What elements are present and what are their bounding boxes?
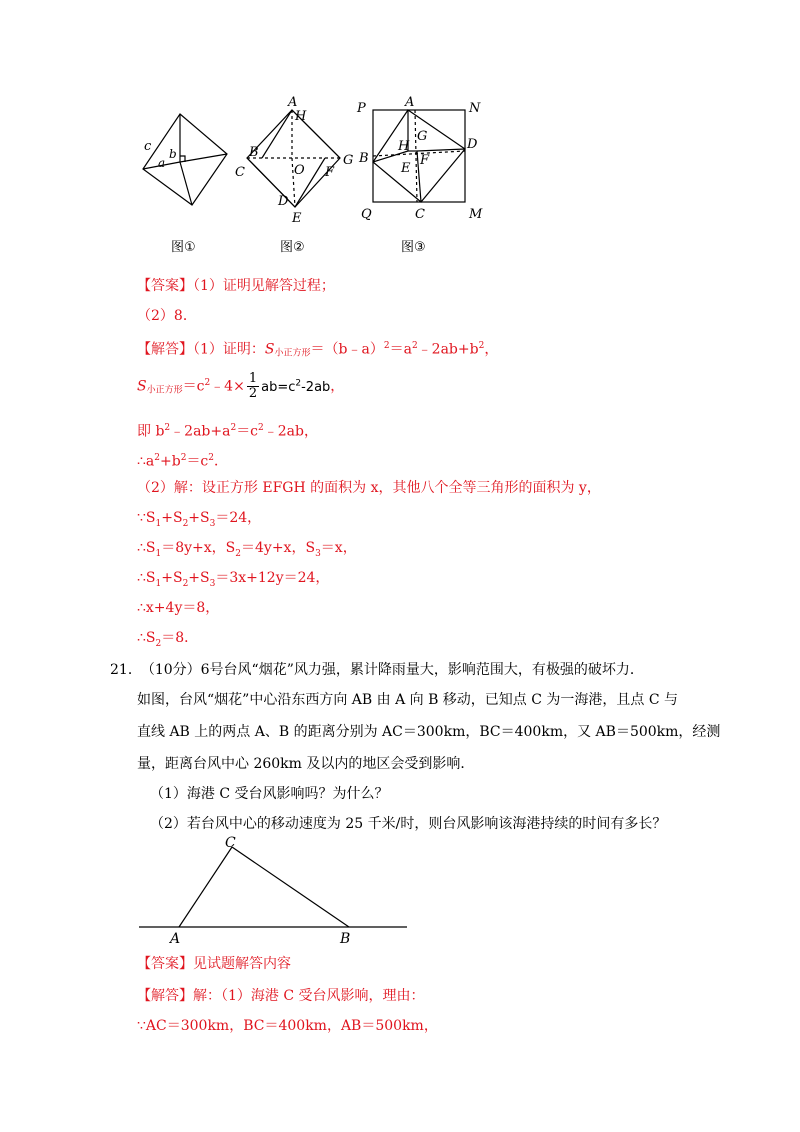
equation-part: ＝3x+12y＝24，	[215, 570, 330, 586]
fraction-half	[247, 372, 259, 401]
solution-line-3	[137, 418, 318, 442]
exponent: 2	[411, 341, 418, 351]
answer-line	[137, 276, 335, 296]
solution-tag: 【解答】	[137, 341, 193, 358]
question-21-line-4: 量，距离台风中心 260km 及以内的地区会受到影响．	[137, 756, 475, 772]
exponent: 2	[164, 423, 171, 433]
equation-part: ﹣2ab+a	[170, 423, 231, 440]
subscript: 2	[235, 548, 242, 559]
equation-part: ＝8．	[161, 630, 199, 646]
equation-part: ∴S	[137, 540, 156, 556]
figure-3	[355, 96, 490, 221]
exponent: 2	[383, 341, 390, 351]
equation-part: ∴a	[137, 453, 155, 470]
equation-part: ＝24，	[215, 510, 262, 526]
exponent: 2	[478, 341, 485, 351]
equation-part: ＝4y+x，S	[241, 540, 316, 556]
solution-line-2	[137, 368, 344, 406]
solution-21-line-2: ∵AC＝300km，BC＝400km，AB＝500km，	[137, 1018, 438, 1034]
subscript: 3	[209, 518, 216, 529]
fig3-label-E: E	[401, 161, 411, 176]
fraction-denominator: 2	[248, 386, 258, 402]
equation-part: +S	[161, 570, 183, 586]
solution-21-line-1	[137, 986, 425, 1006]
fig2-label-B: B	[249, 145, 259, 160]
subscript: 3	[315, 548, 321, 559]
answer-21-line	[137, 954, 291, 974]
equation-part: +S	[188, 570, 210, 586]
solution-line-7	[137, 538, 357, 564]
fig3-label-G: G	[417, 129, 428, 144]
fig2-label-O: O	[294, 163, 305, 178]
equation-part: 即 b	[137, 423, 165, 440]
fig2-label-E: E	[292, 211, 302, 225]
figure-2	[235, 90, 360, 225]
fig2-label-G: G	[343, 153, 354, 168]
exponent: 2	[295, 378, 302, 389]
fig3-label-F: F	[420, 153, 430, 168]
solution-tag: 【解答】	[137, 988, 193, 1004]
fig2-caption: 图②	[280, 240, 305, 255]
answer-text: 见试题解答内容	[193, 956, 291, 972]
subscript: 1	[155, 578, 162, 589]
equation-part: ﹣2ab+b	[417, 341, 479, 358]
equation-part: ∴S	[137, 630, 156, 646]
solution-line-5: （2）解：设正方形 EFGH 的面积为 x，其他八个全等三角形的面积为 y，	[137, 480, 601, 496]
equation-part: ＝x，	[320, 540, 357, 556]
fig3-label-Q: Q	[361, 207, 372, 221]
question-number: 21．	[110, 662, 142, 678]
equation-part: ∵S	[137, 510, 156, 526]
equation-part: ＝c	[186, 453, 209, 470]
fig2-label-H: H	[295, 109, 307, 124]
equation-part: +S	[161, 510, 183, 526]
equation-part: -2ab	[301, 379, 331, 395]
fig3-label-D: D	[467, 137, 478, 152]
equation-part: ，	[484, 341, 499, 358]
subscript: 3	[209, 578, 216, 589]
equation-part: ab=c	[261, 379, 296, 395]
exponent: 2	[258, 423, 264, 433]
equation-part: ﹣2ab，	[263, 423, 318, 440]
fig2-label-F: F	[325, 165, 335, 180]
equation-part: ＝（b﹣a）	[310, 341, 384, 358]
question-21-sub-2: （2）若台风中心的移动速度为 25 千米/时，则台风影响该海港持续的时间有多长？	[150, 816, 667, 832]
fig3-label-B: B	[359, 151, 369, 166]
subscript: 2	[182, 518, 189, 529]
subscript: 2	[155, 638, 162, 649]
equation-part: ∴S	[137, 570, 156, 586]
equation-part: ＝c	[182, 378, 205, 395]
answer-part2: （2）8．	[137, 308, 197, 324]
exponent: 2	[204, 378, 211, 388]
fig3-label-H: H	[398, 139, 410, 154]
equation-part: ＝a	[389, 341, 412, 358]
equation-part: +S	[188, 510, 210, 526]
exponent: 2	[154, 453, 160, 463]
solution-text: （1）证明：	[193, 341, 265, 358]
subscript: 1	[155, 548, 162, 559]
answer-tag: 【答案】	[137, 956, 193, 972]
equation-part: ＝8y+x，S	[161, 540, 236, 556]
triangle-label-C: C	[225, 835, 236, 851]
fig3-label-A: A	[405, 96, 415, 110]
triangle-label-A: A	[170, 931, 181, 945]
solution-line-4	[137, 448, 228, 472]
figure-1	[135, 102, 235, 217]
exponent: 2	[180, 453, 187, 463]
symbol-s: S	[264, 341, 275, 358]
fig3-label-C: C	[415, 207, 425, 221]
fig3-label-M: M	[469, 207, 483, 221]
question-21-line-3: 直线 AB 上的两点 A、B 的距离分别为 AC＝300km，BC＝400km，又 AB＝500km，经测	[137, 724, 721, 740]
question-21-sub-1: （1）海港 C 受台风影响吗？为什么？	[150, 786, 389, 802]
fig3-label-N: N	[469, 101, 481, 116]
fig1-label-b: b	[169, 147, 177, 161]
fig2-label-C: C	[235, 165, 245, 180]
solution-line-9: ∴x+4y＝8，	[137, 600, 220, 616]
fig1-caption: 图①	[171, 240, 196, 255]
fraction-numerator: 1	[248, 371, 258, 387]
question-21-line-1	[110, 660, 644, 680]
solution-line-6	[137, 508, 261, 534]
answer-tag: 【答案】	[137, 278, 193, 294]
triangle-label-B: B	[340, 931, 351, 945]
question-text: （10分）6号台风“烟花”风力强，累计降雨量大，影响范围大，有极强的破坏力．	[147, 662, 644, 678]
solution-line-1	[137, 336, 498, 364]
equation-part: ﹣4×	[210, 378, 245, 395]
equation-part: ，	[330, 378, 345, 395]
triangle-figure	[135, 835, 415, 945]
fig1-label-a: a	[158, 156, 166, 170]
fig3-caption: 图③	[401, 240, 426, 255]
solution-line-10	[137, 628, 198, 654]
equation-part: ．	[214, 453, 229, 470]
equation-part: +b	[160, 453, 181, 470]
exponent: 2	[208, 453, 215, 463]
symbol-s: S	[137, 378, 147, 395]
answer-part1: （1）证明见解答过程；	[193, 278, 335, 294]
subscript: 1	[155, 518, 162, 529]
solution-line-8	[137, 568, 329, 594]
equation-part: ＝c	[236, 423, 259, 440]
subscript: 2	[182, 578, 189, 589]
figures-row	[130, 90, 490, 265]
subscript-small-square: 小正方形	[274, 348, 311, 359]
solution-text: 解：（1）海港 C 受台风影响，理由：	[193, 988, 425, 1004]
question-21-line-2: 如图，台风“烟花”中心沿东西方向 AB 由 A 向 B 移动，已知点 C 为一海港，且点 C 与	[137, 692, 679, 708]
fig1-label-c: c	[144, 139, 152, 154]
subscript-small-square: 小正方形	[146, 385, 183, 396]
fig2-label-D: D	[278, 194, 289, 209]
fig2-label-A: A	[288, 95, 298, 110]
equation-image-text	[261, 380, 330, 395]
fig3-label-P: P	[357, 101, 366, 116]
exponent: 2	[230, 423, 237, 433]
